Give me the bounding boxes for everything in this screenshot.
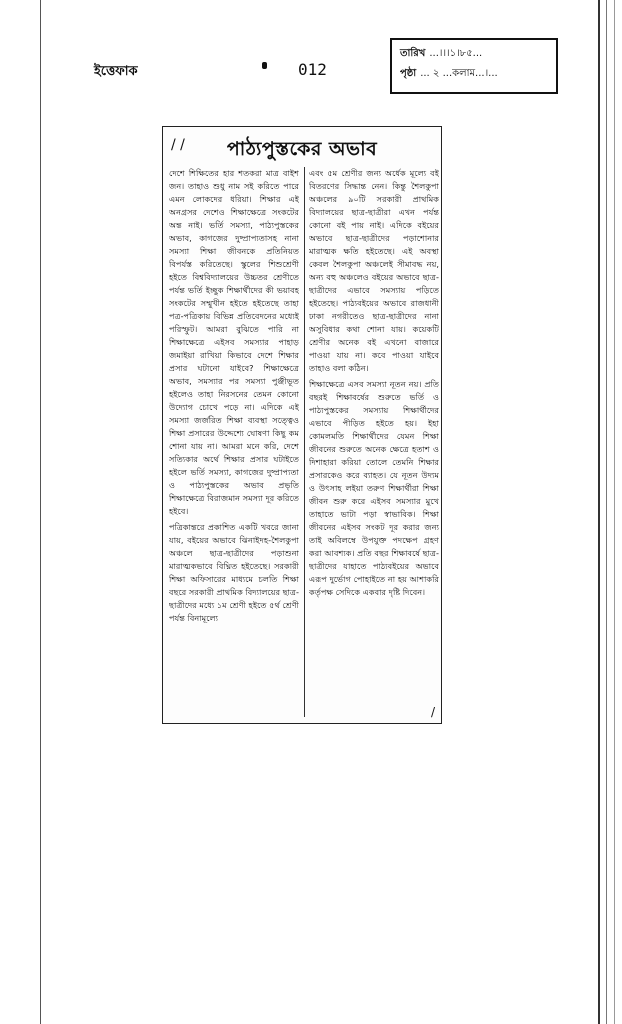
date-stamp-box: [390, 38, 558, 94]
page-number: 012: [298, 60, 327, 79]
article-right-column: [309, 167, 439, 719]
page-edge-left: [40, 0, 41, 1024]
date-row: [400, 44, 548, 64]
date-label: তারিখ: [400, 48, 426, 59]
date-value: ...।।।১।৮৫...: [429, 48, 483, 59]
article-title: পাঠ্যপুস্তকের অভাব: [226, 138, 378, 160]
slash-mark: / /: [171, 137, 185, 153]
page-value: ... ২ ...কলাম...।...: [420, 68, 498, 79]
page-label: পৃষ্ঠা: [400, 68, 417, 79]
page-edge-right-outer: [614, 0, 615, 1024]
page-edge-right: [598, 0, 600, 1024]
column-divider: [304, 167, 305, 717]
article-paragraph: শিক্ষাক্ষেত্রে এসব সমস্যা নূতন নয়। প্রতি বছরই শিক্ষাবর্ষের শুরুতে ভর্তি ও পাঠ্যপুস্তকের সমস্যায় শিক্ষার্থীদের এভাবে পীড়িত হইতে হয়। ইহা কোমলমতি শিক্ষার্থীদের যেমন শিক্ষা জীবনের শুরুতে অনেক ক্ষেত্রে হতাশ ও দিশাহারা করিয়া তোলে তেমনি শিক্ষার প্রসারকেও করে ব্যাহত। যে নূতন উদ্যম ও উৎসাহ লইয়া তরুণ শিক্ষার্থীরা শিক্ষা জীবন শুরু করে এইসব সমস্যার মুখে তাহাতে ভাটা পড়া স্বাভাবিক। শিক্ষা জীবনের এইসব সংকট দূর করার জন্য তাই অবিলম্বে উপযুক্ত পদক্ষেপ গ্রহণ করা আবশ্যক। প্রতি বছর শিক্ষাবর্ষে ছাত্র-ছাত্রীদের যাহাতে পাঠ্যবইয়ের অভাবে এরূপ দুর্ভোগ পোহাইতে না হয় আশাকরি কর্তৃপক্ষ সেদিকে একবার দৃষ্টি দিবেন।: [309, 379, 439, 597]
newspaper-clipping: [162, 126, 442, 724]
article-paragraph: দেশে শিক্ষিতের হার শতকরা মাত্র বাইশ জন। তাহাও শুধু নাম সই করিতে পারে এমন লোকদের ধরিয়া। শিক্ষার এই অনগ্রসর দেশেও শিক্ষাক্ষেত্রে সংকটের অন্ত নাই। ভর্তি সমস্যা, পাঠ্যপুস্তকের অভাব, কাগজের দুষ্প্রাপ্যতাসহ নানা সমস্যা শিক্ষা জীবনকে প্রতিনিয়ত বিপর্যস্ত করিতেছে। স্কুলের শিশুশ্রেণী হইতে বিশ্ববিদ্যালয়ের উচ্চতর শ্রেণীতে পর্যন্ত ভর্তি ইচ্ছুক শিক্ষার্থীদের কী ভয়াবহ সংকটের সম্মুখীন হইতে হইতেছে তাহা পত্র-পত্রিকায় বিভিন্ন প্রতিবেদনের মধ্যেই পরিস্ফুট। আমরা বুঝিতে পারি না শিক্ষাক্ষেত্রে এইসব সমস্যার পাহাড় জমাইয়া রাখিয়া কিভাবে দেশে শিক্ষার প্রসার ঘটানো যাইবে? শিক্ষাক্ষেত্রে অভাব, সমস্যার পর সমস্যা পুঞ্জীভূত হইলেও তাহা নিরসনের তেমন কোনো উদ্যোগ চোখে পড়ে না। এদিকে এই সমস্যা জর্জরিত শিক্ষা ব্যবস্থা সত্ত্বেও শিক্ষা প্রসারের উদ্দেশ্যে ঘোষণা কিছু কম শোনা যায় না। আমরা মনে করি, দেশে সত্যিকার অর্থে শিক্ষার প্রসার ঘটাইতে হইলে ভর্তি সমস্যা, কাগজের দুষ্প্রাপ্যতা ও পাঠ্যপুস্তকের অভাব প্রভৃতি শিক্ষাক্ষেত্রে বিরাজমান সমস্যা দূর করিতে হইবে।: [169, 168, 299, 516]
article-left-column: [169, 167, 299, 719]
page-edge-right-inner: [606, 0, 607, 1024]
article-paragraph: পত্রিকান্তরে প্রকাশিত একটি খবরে জানা যায়, বইয়ের অভাবে ঝিনাইদহ-শৈলকুপা অঞ্চলে ছাত্র-ছাত্রীদের পড়াশুনা মারাত্মকভাবে বিঘ্নিত হইতেছে। সরকারী শিক্ষা অফিসারের মাধ্যমে চলতি শিক্ষা বছরে সরকারী প্রাথমিক বিদ্যালয়ের ছাত্র-ছাত্রীদের মধ্যে ১ম শ্রেণী হইতে ৫র্থ শ্রেণী পর্যন্ত বিনামূল্যে: [169, 522, 299, 623]
page-row: [400, 64, 548, 84]
ink-dot: [262, 62, 267, 69]
article-paragraph: এবং ৫ম শ্রেণীর জন্য অর্ধেক মূল্যে বই বিতরণের সিদ্ধান্ত নেন। কিন্তু শৈলকুপা অঞ্চলের ৯০টি সরকারী প্রাথমিক বিদ্যালয়ের ছাত্র-ছাত্রীরা এখন পর্যন্ত কোনো বই পায় নাই। এদিকে বইয়ের অভাবে ছাত্র-ছাত্রীদের পড়াশোনার মারাত্মক ক্ষতি হইতেছে। এই অবস্থা কেবল শৈলকুপা অঞ্চলেই সীমাবদ্ধ নয়, অন্য বহু অঞ্চলেও বইয়ের অভাবে ছাত্র-ছাত্রীদের এভাবে সমস্যায় পড়িতে হইতেছে। পাঠ্যবইয়ের অভাবে রাজধানী ঢাকা নগরীতেও ছাত্র-ছাত্রীদের নানা অসুবিধার কথা শোনা যায়। কয়েকটি শ্রেণীর অনেক বই এখনো বাজারে পাওয়া যায় না। কবে পাওয়া যাইবে তাহাও বলা কঠিন।: [309, 168, 439, 373]
newspaper-masthead: ইত্তেফাক: [94, 64, 138, 79]
corner-mark: /: [430, 705, 435, 719]
